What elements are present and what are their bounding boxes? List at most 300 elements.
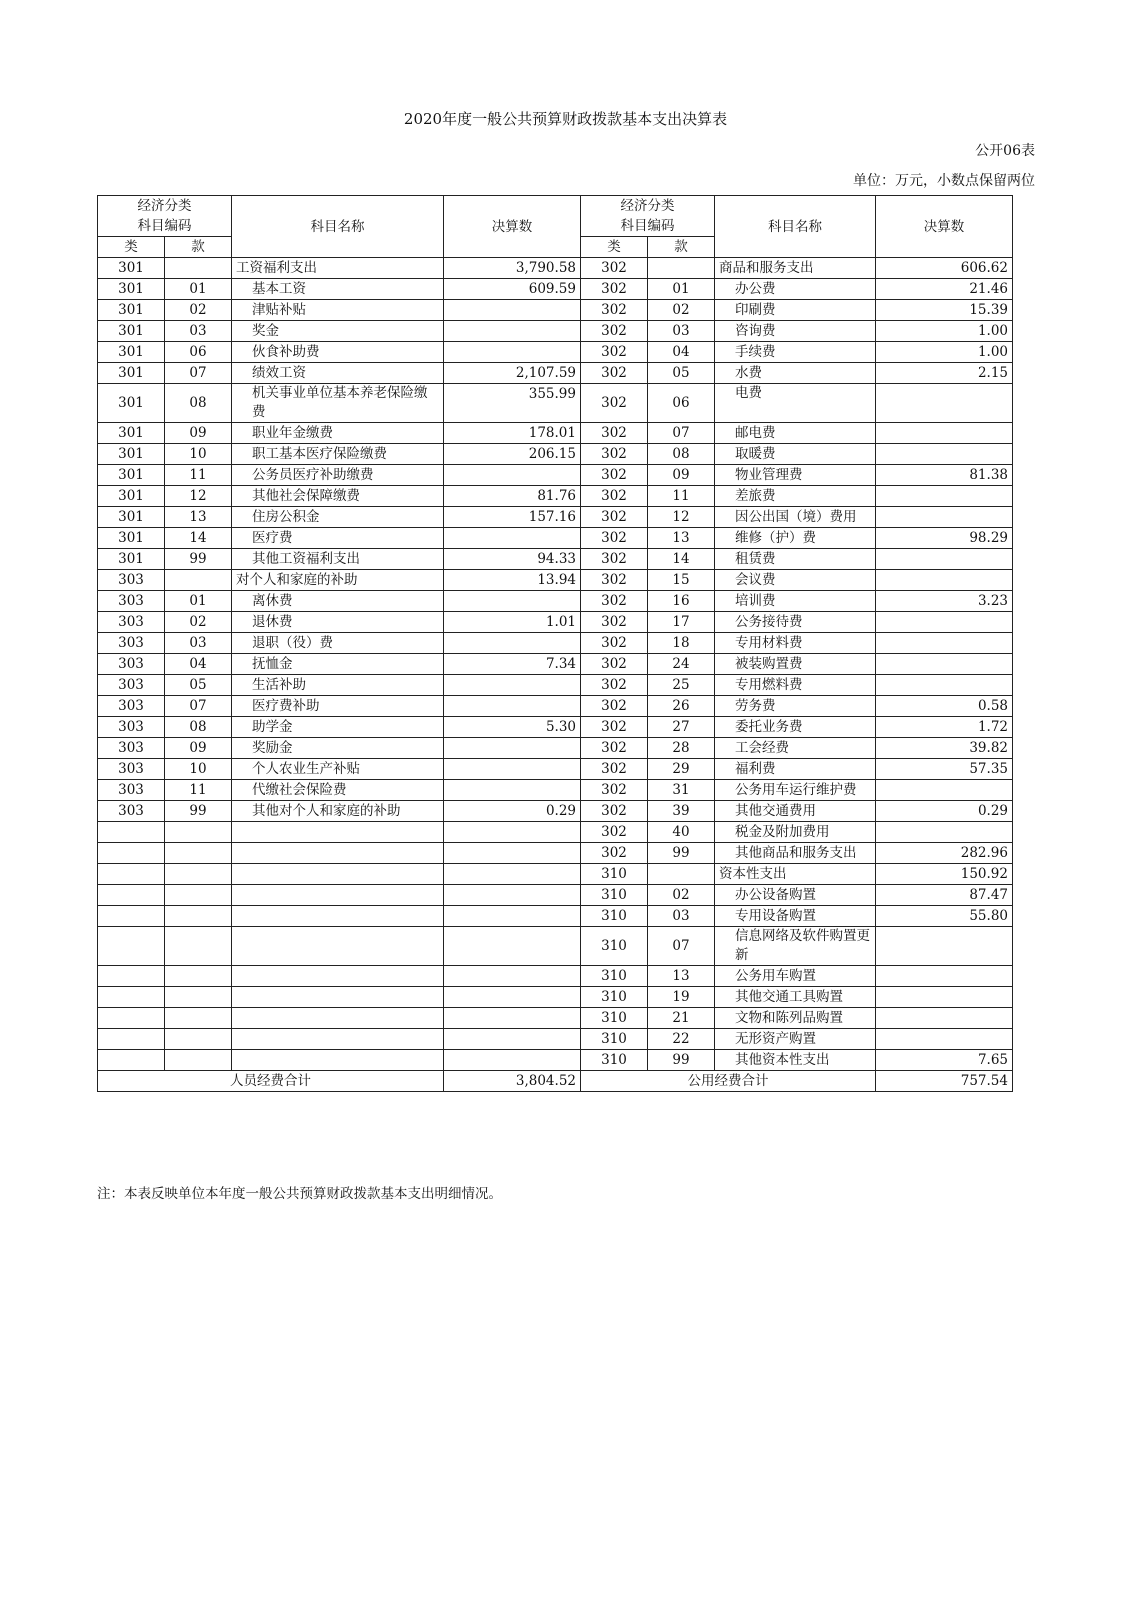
right-item-code: 28 — [648, 738, 715, 759]
right-item-code: 25 — [648, 675, 715, 696]
class-header: 类 — [98, 237, 165, 258]
left-amount: 3,790.58 — [444, 258, 581, 279]
left-subject-name: 退休费 — [232, 612, 444, 633]
right-item-code: 22 — [648, 1029, 715, 1050]
right-subject-name: 会议费 — [715, 570, 876, 591]
left-amount — [444, 591, 581, 612]
left-subject-name: 助学金 — [232, 717, 444, 738]
left-subject-name: 绩效工资 — [232, 363, 444, 384]
right-class-code: 302 — [581, 465, 648, 486]
left-subject-name: 基本工资 — [232, 279, 444, 300]
left-amount — [444, 927, 581, 966]
left-amount — [444, 780, 581, 801]
left-class-code: 303 — [98, 591, 165, 612]
right-class-code: 302 — [581, 696, 648, 717]
right-item-code: 08 — [648, 444, 715, 465]
left-class-code: 303 — [98, 675, 165, 696]
left-amount: 13.94 — [444, 570, 581, 591]
table-row — [98, 444, 1013, 465]
left-item-code: 10 — [165, 759, 232, 780]
right-subject-name: 办公费 — [715, 279, 876, 300]
table-row — [98, 1008, 1013, 1029]
right-amount: 21.46 — [876, 279, 1013, 300]
table-row — [98, 780, 1013, 801]
left-class-code: 301 — [98, 321, 165, 342]
left-item-code — [165, 906, 232, 927]
table-row — [98, 822, 1013, 843]
right-item-code: 29 — [648, 759, 715, 780]
right-subject-name: 信息网络及软件购置更新 — [715, 927, 876, 966]
left-amount — [444, 1008, 581, 1029]
table-row — [98, 864, 1013, 885]
right-subject-name: 咨询费 — [715, 321, 876, 342]
left-class-code — [98, 885, 165, 906]
table-row — [98, 300, 1013, 321]
right-class-code: 302 — [581, 444, 648, 465]
right-amount: 2.15 — [876, 363, 1013, 384]
left-subject-name: 奖励金 — [232, 738, 444, 759]
right-amount — [876, 675, 1013, 696]
class-header: 类 — [581, 237, 648, 258]
left-class-code — [98, 864, 165, 885]
left-subject-name: 代缴社会保险费 — [232, 780, 444, 801]
left-class-code — [98, 843, 165, 864]
left-subject-name: 住房公积金 — [232, 507, 444, 528]
right-amount: 3.23 — [876, 591, 1013, 612]
right-amount: 39.82 — [876, 738, 1013, 759]
left-amount: 355.99 — [444, 384, 581, 423]
right-amount: 87.47 — [876, 885, 1013, 906]
item-header: 款 — [165, 237, 232, 258]
right-class-code: 302 — [581, 822, 648, 843]
right-subject-name: 税金及附加费用 — [715, 822, 876, 843]
left-item-code: 08 — [165, 384, 232, 423]
left-item-code — [165, 885, 232, 906]
right-amount — [876, 654, 1013, 675]
right-amount: 15.39 — [876, 300, 1013, 321]
left-amount — [444, 822, 581, 843]
right-class-code: 302 — [581, 423, 648, 444]
left-subject-name — [232, 987, 444, 1008]
right-item-code: 18 — [648, 633, 715, 654]
right-subject-name: 商品和服务支出 — [715, 258, 876, 279]
left-amount: 157.16 — [444, 507, 581, 528]
left-amount — [444, 759, 581, 780]
right-amount — [876, 1029, 1013, 1050]
left-amount — [444, 342, 581, 363]
left-item-code — [165, 927, 232, 966]
left-subject-name: 抚恤金 — [232, 654, 444, 675]
right-amount: 0.58 — [876, 696, 1013, 717]
header-row — [98, 196, 1013, 237]
left-amount: 81.76 — [444, 486, 581, 507]
left-item-code: 09 — [165, 738, 232, 759]
right-subject-name: 专用设备购置 — [715, 906, 876, 927]
left-item-code — [165, 966, 232, 987]
left-item-code: 02 — [165, 300, 232, 321]
left-class-code: 301 — [98, 363, 165, 384]
left-item-code — [165, 864, 232, 885]
report-title: 2020年度一般公共预算财政拨款基本支出决算表 — [403, 110, 728, 128]
right-item-code: 26 — [648, 696, 715, 717]
right-amount: 7.65 — [876, 1050, 1013, 1071]
left-item-code — [165, 258, 232, 279]
right-subject-name: 公务用车运行维护费 — [715, 780, 876, 801]
left-class-code: 301 — [98, 423, 165, 444]
right-item-code: 13 — [648, 966, 715, 987]
right-class-code: 302 — [581, 486, 648, 507]
right-class-code: 302 — [581, 717, 648, 738]
left-amount: 178.01 — [444, 423, 581, 444]
right-subject-name: 其他资本性支出 — [715, 1050, 876, 1071]
right-item-code: 06 — [648, 384, 715, 423]
right-item-code: 27 — [648, 717, 715, 738]
left-item-code — [165, 570, 232, 591]
right-item-code: 11 — [648, 486, 715, 507]
table-row — [98, 570, 1013, 591]
right-item-code: 02 — [648, 300, 715, 321]
left-amount — [444, 696, 581, 717]
left-subject-name: 离休费 — [232, 591, 444, 612]
left-amount — [444, 987, 581, 1008]
left-class-code: 303 — [98, 696, 165, 717]
right-subject-name: 专用燃料费 — [715, 675, 876, 696]
left-class-code: 303 — [98, 654, 165, 675]
right-amount: 1.00 — [876, 321, 1013, 342]
left-amount — [444, 906, 581, 927]
table-row — [98, 528, 1013, 549]
left-class-code: 303 — [98, 759, 165, 780]
left-item-code: 13 — [165, 507, 232, 528]
left-class-code: 301 — [98, 300, 165, 321]
table-row — [98, 885, 1013, 906]
left-class-code: 303 — [98, 612, 165, 633]
right-amount — [876, 1008, 1013, 1029]
right-amount — [876, 570, 1013, 591]
left-class-code — [98, 1029, 165, 1050]
personnel-total-value: 3,804.52 — [444, 1071, 581, 1092]
left-subject-name: 职业年金缴费 — [232, 423, 444, 444]
right-item-code — [648, 258, 715, 279]
right-amount: 55.80 — [876, 906, 1013, 927]
left-item-code — [165, 1029, 232, 1050]
right-subject-name: 其他交通费用 — [715, 801, 876, 822]
left-amount — [444, 1029, 581, 1050]
right-class-code: 302 — [581, 300, 648, 321]
right-item-code: 31 — [648, 780, 715, 801]
right-class-code: 302 — [581, 507, 648, 528]
left-class-code: 301 — [98, 342, 165, 363]
subject-name-header: 科目名称 — [232, 196, 444, 258]
left-subject-name: 伙食补助费 — [232, 342, 444, 363]
right-subject-name: 资本性支出 — [715, 864, 876, 885]
left-item-code: 03 — [165, 633, 232, 654]
right-item-code: 03 — [648, 906, 715, 927]
table-row — [98, 486, 1013, 507]
right-amount — [876, 444, 1013, 465]
left-subject-name: 对个人和家庭的补助 — [232, 570, 444, 591]
left-item-code: 01 — [165, 279, 232, 300]
right-amount: 606.62 — [876, 258, 1013, 279]
left-amount: 2,107.59 — [444, 363, 581, 384]
left-amount — [444, 675, 581, 696]
subject-name-header: 科目名称 — [715, 196, 876, 258]
right-subject-name: 文物和陈列品购置 — [715, 1008, 876, 1029]
right-subject-name: 劳务费 — [715, 696, 876, 717]
table-row — [98, 1050, 1013, 1071]
left-subject-name — [232, 1050, 444, 1071]
right-item-code: 16 — [648, 591, 715, 612]
left-class-code: 303 — [98, 801, 165, 822]
left-subject-name: 其他工资福利支出 — [232, 549, 444, 570]
right-class-code: 302 — [581, 843, 648, 864]
table-row — [98, 342, 1013, 363]
left-class-code: 301 — [98, 279, 165, 300]
right-subject-name: 无形资产购置 — [715, 1029, 876, 1050]
right-amount — [876, 612, 1013, 633]
right-class-code: 310 — [581, 966, 648, 987]
right-item-code — [648, 864, 715, 885]
right-item-code: 17 — [648, 612, 715, 633]
right-class-code: 302 — [581, 279, 648, 300]
left-class-code: 303 — [98, 570, 165, 591]
left-item-code — [165, 822, 232, 843]
right-amount — [876, 780, 1013, 801]
left-item-code: 99 — [165, 801, 232, 822]
right-subject-name: 维修（护）费 — [715, 528, 876, 549]
right-amount — [876, 927, 1013, 966]
left-subject-name: 其他对个人和家庭的补助 — [232, 801, 444, 822]
left-amount: 94.33 — [444, 549, 581, 570]
table-row — [98, 321, 1013, 342]
right-amount: 57.35 — [876, 759, 1013, 780]
left-subject-name: 奖金 — [232, 321, 444, 342]
table-row — [98, 801, 1013, 822]
right-amount — [876, 966, 1013, 987]
right-subject-name: 其他商品和服务支出 — [715, 843, 876, 864]
left-item-code: 10 — [165, 444, 232, 465]
left-item-code: 11 — [165, 465, 232, 486]
right-subject-name: 其他交通工具购置 — [715, 987, 876, 1008]
left-amount — [444, 966, 581, 987]
right-class-code: 310 — [581, 1050, 648, 1071]
left-class-code: 301 — [98, 507, 165, 528]
left-amount — [444, 528, 581, 549]
left-amount — [444, 738, 581, 759]
left-class-code — [98, 966, 165, 987]
public-total-label: 公用经费合计 — [581, 1071, 876, 1092]
right-item-code: 99 — [648, 1050, 715, 1071]
left-item-code: 02 — [165, 612, 232, 633]
right-subject-name: 福利费 — [715, 759, 876, 780]
amount-header: 决算数 — [444, 196, 581, 258]
left-amount — [444, 300, 581, 321]
left-subject-name — [232, 843, 444, 864]
code-group-header: 经济分类 科目编码 — [98, 196, 232, 237]
table-row — [98, 843, 1013, 864]
right-item-code: 15 — [648, 570, 715, 591]
right-class-code: 310 — [581, 906, 648, 927]
table-row — [98, 987, 1013, 1008]
right-subject-name: 租赁费 — [715, 549, 876, 570]
left-amount: 206.15 — [444, 444, 581, 465]
left-item-code: 06 — [165, 342, 232, 363]
unit-note: 单位：万元，小数点保留两位 — [853, 173, 1035, 189]
right-amount: 150.92 — [876, 864, 1013, 885]
right-subject-name: 邮电费 — [715, 423, 876, 444]
table-row — [98, 465, 1013, 486]
right-class-code: 302 — [581, 528, 648, 549]
right-subject-name: 水费 — [715, 363, 876, 384]
expenditure-table — [97, 195, 1013, 1092]
left-class-code — [98, 1050, 165, 1071]
right-amount — [876, 507, 1013, 528]
table-row — [98, 1029, 1013, 1050]
left-subject-name: 医疗费 — [232, 528, 444, 549]
table-row — [98, 507, 1013, 528]
left-class-code: 301 — [98, 444, 165, 465]
left-amount: 1.01 — [444, 612, 581, 633]
left-subject-name: 职工基本医疗保险缴费 — [232, 444, 444, 465]
left-subject-name — [232, 906, 444, 927]
right-subject-name: 印刷费 — [715, 300, 876, 321]
left-item-code: 11 — [165, 780, 232, 801]
left-subject-name: 津贴补贴 — [232, 300, 444, 321]
right-item-code: 99 — [648, 843, 715, 864]
right-class-code: 302 — [581, 549, 648, 570]
left-subject-name — [232, 927, 444, 966]
table-row — [98, 549, 1013, 570]
left-class-code: 303 — [98, 738, 165, 759]
left-class-code: 303 — [98, 780, 165, 801]
table-row — [98, 927, 1013, 966]
right-subject-name: 办公设备购置 — [715, 885, 876, 906]
left-class-code — [98, 927, 165, 966]
personnel-total-label: 人员经费合计 — [98, 1071, 444, 1092]
right-subject-name: 培训费 — [715, 591, 876, 612]
right-class-code: 302 — [581, 363, 648, 384]
code-group-header: 经济分类 科目编码 — [581, 196, 715, 237]
right-class-code: 310 — [581, 1029, 648, 1050]
right-amount: 0.29 — [876, 801, 1013, 822]
left-item-code: 14 — [165, 528, 232, 549]
amount-header: 决算数 — [876, 196, 1013, 258]
right-item-code: 07 — [648, 927, 715, 966]
left-subject-name: 其他社会保障缴费 — [232, 486, 444, 507]
form-number: 公开06表 — [975, 143, 1035, 159]
right-item-code: 01 — [648, 279, 715, 300]
left-amount: 5.30 — [444, 717, 581, 738]
right-subject-name: 差旅费 — [715, 486, 876, 507]
right-class-code: 302 — [581, 738, 648, 759]
right-class-code: 302 — [581, 570, 648, 591]
left-item-code: 07 — [165, 696, 232, 717]
left-amount — [444, 321, 581, 342]
left-subject-name: 医疗费补助 — [232, 696, 444, 717]
left-class-code: 301 — [98, 384, 165, 423]
left-item-code: 12 — [165, 486, 232, 507]
table-row — [98, 675, 1013, 696]
left-class-code — [98, 822, 165, 843]
left-subject-name: 公务员医疗补助缴费 — [232, 465, 444, 486]
table-row — [98, 654, 1013, 675]
left-item-code: 08 — [165, 717, 232, 738]
right-subject-name: 电费 — [715, 384, 876, 423]
right-item-code: 21 — [648, 1008, 715, 1029]
left-item-code — [165, 1008, 232, 1029]
left-amount — [444, 465, 581, 486]
table-row — [98, 279, 1013, 300]
right-amount: 1.00 — [876, 342, 1013, 363]
table-row — [98, 696, 1013, 717]
table-row — [98, 363, 1013, 384]
totals-row — [98, 1071, 1013, 1092]
left-item-code — [165, 987, 232, 1008]
right-class-code: 302 — [581, 780, 648, 801]
right-class-code: 302 — [581, 612, 648, 633]
right-item-code: 05 — [648, 363, 715, 384]
right-subject-name: 公务接待费 — [715, 612, 876, 633]
left-item-code: 09 — [165, 423, 232, 444]
right-class-code: 310 — [581, 927, 648, 966]
right-class-code: 302 — [581, 675, 648, 696]
table-row — [98, 612, 1013, 633]
right-class-code: 310 — [581, 864, 648, 885]
left-class-code: 301 — [98, 549, 165, 570]
left-item-code — [165, 1050, 232, 1071]
right-amount: 98.29 — [876, 528, 1013, 549]
table-row — [98, 906, 1013, 927]
right-amount — [876, 822, 1013, 843]
right-class-code: 310 — [581, 987, 648, 1008]
right-subject-name: 委托业务费 — [715, 717, 876, 738]
right-class-code: 310 — [581, 1008, 648, 1029]
left-amount — [444, 864, 581, 885]
right-class-code: 302 — [581, 321, 648, 342]
left-amount: 7.34 — [444, 654, 581, 675]
table-row — [98, 738, 1013, 759]
right-amount — [876, 384, 1013, 423]
right-item-code: 07 — [648, 423, 715, 444]
right-subject-name: 被装购置费 — [715, 654, 876, 675]
right-item-code: 02 — [648, 885, 715, 906]
right-class-code: 302 — [581, 591, 648, 612]
left-class-code — [98, 987, 165, 1008]
right-amount: 1.72 — [876, 717, 1013, 738]
left-item-code: 07 — [165, 363, 232, 384]
left-item-code: 05 — [165, 675, 232, 696]
left-subject-name — [232, 885, 444, 906]
left-class-code: 301 — [98, 465, 165, 486]
right-subject-name: 工会经费 — [715, 738, 876, 759]
right-item-code: 24 — [648, 654, 715, 675]
left-subject-name — [232, 1008, 444, 1029]
right-amount — [876, 423, 1013, 444]
right-class-code: 302 — [581, 654, 648, 675]
right-item-code: 03 — [648, 321, 715, 342]
left-subject-name: 机关事业单位基本养老保险缴费 — [232, 384, 444, 423]
right-subject-name: 因公出国（境）费用 — [715, 507, 876, 528]
left-class-code — [98, 906, 165, 927]
table-row — [98, 258, 1013, 279]
right-item-code: 04 — [648, 342, 715, 363]
left-amount: 0.29 — [444, 801, 581, 822]
left-subject-name: 工资福利支出 — [232, 258, 444, 279]
table-row — [98, 759, 1013, 780]
left-amount — [444, 1050, 581, 1071]
left-class-code: 301 — [98, 258, 165, 279]
right-class-code: 302 — [581, 342, 648, 363]
